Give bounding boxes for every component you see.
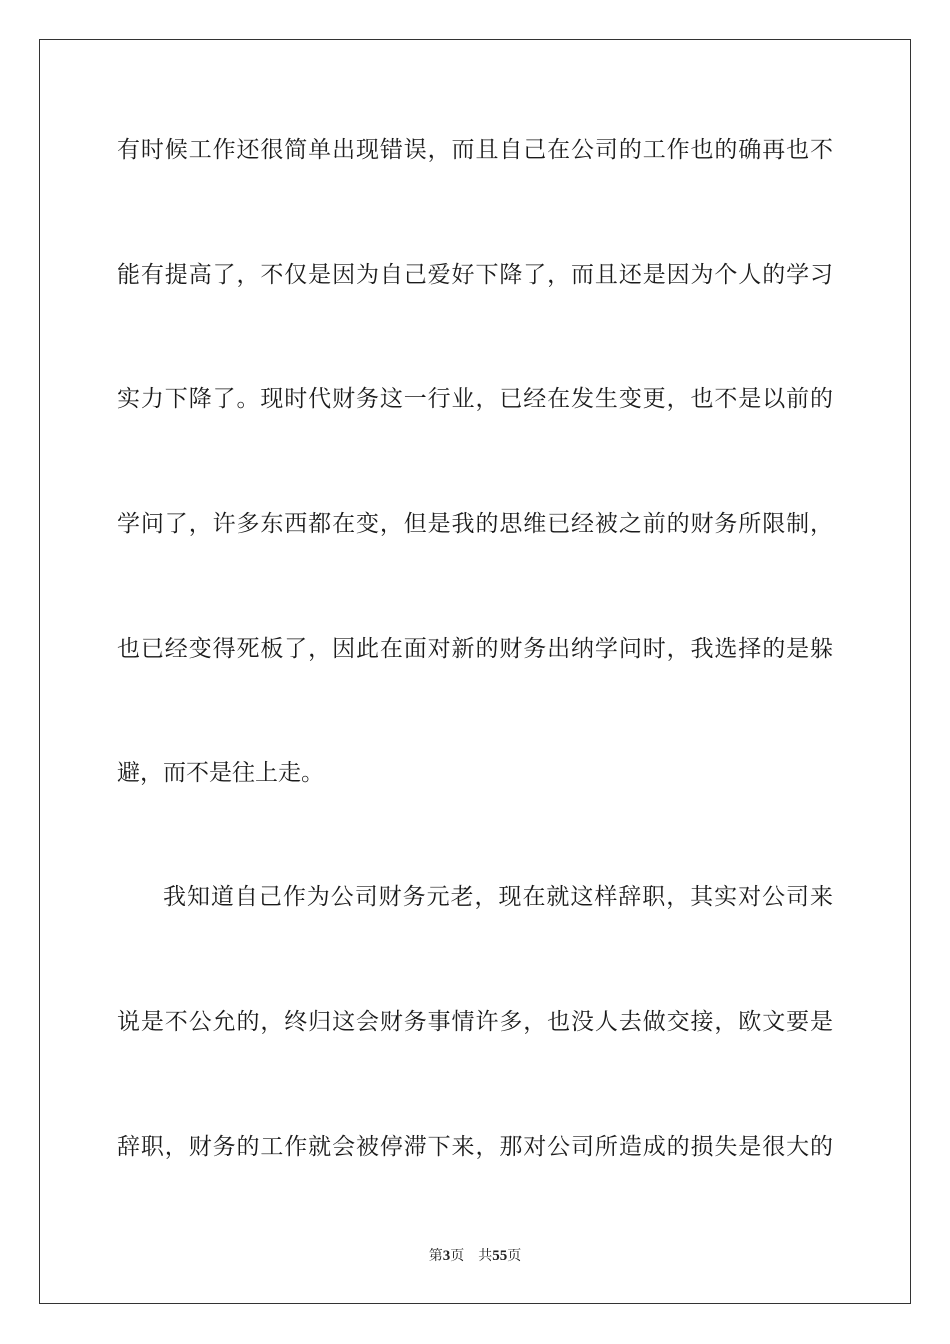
- paragraph-line-9: 辞职，财务的工作就会被停滞下来，那对公司所造成的损失是很大的: [117, 1134, 833, 1160]
- paragraph-line-8: 说是不公允的，终归这会财务事情许多，也没人去做交接，欧文要是: [117, 1009, 833, 1035]
- paragraph-line-1: 有时候工作还很简单出现错误，而且自己在公司的工作也的确再也不: [117, 137, 833, 163]
- page-suffix: 页: [450, 1248, 465, 1264]
- paragraph-line-7: 我知道自己作为公司财务元老，现在就这样辞职，其实对公司来: [163, 884, 833, 910]
- total-suffix: 页: [507, 1248, 522, 1264]
- page-footer: [0, 1246, 950, 1266]
- paragraph-line-4: 学问了，许多东西都在变，但是我的思维已经被之前的财务所限制，: [117, 511, 833, 537]
- total-prefix: 共: [478, 1248, 493, 1264]
- paragraph-line-5: 也已经变得死板了，因此在面对新的财务出纳学问时，我选择的是躲: [117, 636, 833, 662]
- total-pages: 55: [492, 1248, 508, 1264]
- page-prefix: 第: [428, 1248, 443, 1264]
- page-number: 3: [442, 1248, 451, 1264]
- paragraph-line-2: 能有提高了，不仅是因为自己爱好下降了，而且还是因为个人的学习: [117, 262, 833, 288]
- paragraph-line-3: 实力下降了。现时代财务这一行业，已经在发生变更，也不是以前的: [117, 386, 833, 412]
- page-border: [39, 39, 911, 1304]
- paragraph-line-6: 避，而不是往上走。: [117, 760, 324, 786]
